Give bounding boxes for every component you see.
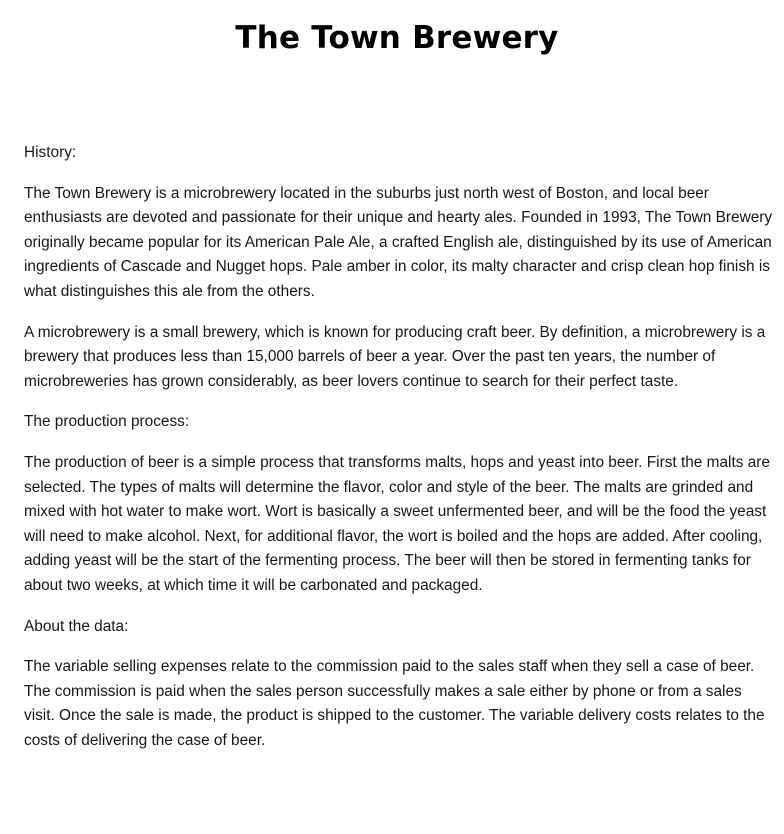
data-heading: About the data: <box>24 617 129 635</box>
data-paragraph: The variable selling expenses relate to the commission paid to the sales staff when they sell a case of beer. The commission is paid when the sales person successfully makes a sale either by phone or from a sales visit. Once the sale is made, the product is shipped to the customer. The variable delivery costs relates to the costs of delivering the case of beer. <box>24 658 765 749</box>
history-heading: History: <box>24 144 77 161</box>
document-body <box>24 141 774 753</box>
history-paragraph-1: The Town Brewery is a microbrewery located in the suburbs just north west of Boston, and local beer enthusiasts are devoted and passionate for their unique and hearty ales. Founded in 1993, The Town Brewery originally became popular for its American Pale Ale, a crafted English ale, distinguished by its use of American ingredients of Cascade and Nugget hops. Pale amber in color, its malty character and crisp clean hop finish is what distinguishes this ale from the others. <box>24 184 773 300</box>
document-title: The Town Brewery <box>235 20 559 56</box>
history-paragraph-2: A microbrewery is a small brewery, which is known for producing craft beer. By definition, a microbrewery is a brewery that produces less than 15,000 barrels of beer a year. Over the past ten years, the number of microbreweries has grown considerably, as beer lovers continue to search for their perfect taste. <box>24 323 766 390</box>
production-heading: The production process: <box>24 413 190 431</box>
production-paragraph: The production of beer is a simple process that transforms malts, hops and yeast into beer. First the malts are selected. The types of malts will determine the flavor, color and style of the beer. The malts are grinded and mixed with hot water to make wort. Wort is basically a sweet unfermented beer, and will be the food the yeast will need to make alcohol. Next, for additional flavor, the wort is boiled and the hops are added. After cooling, adding yeast will be the start of the fermenting process. The beer will then be stored in fermenting tanks for about two weeks, at which time it will be carbonated and packaged. <box>24 453 770 594</box>
